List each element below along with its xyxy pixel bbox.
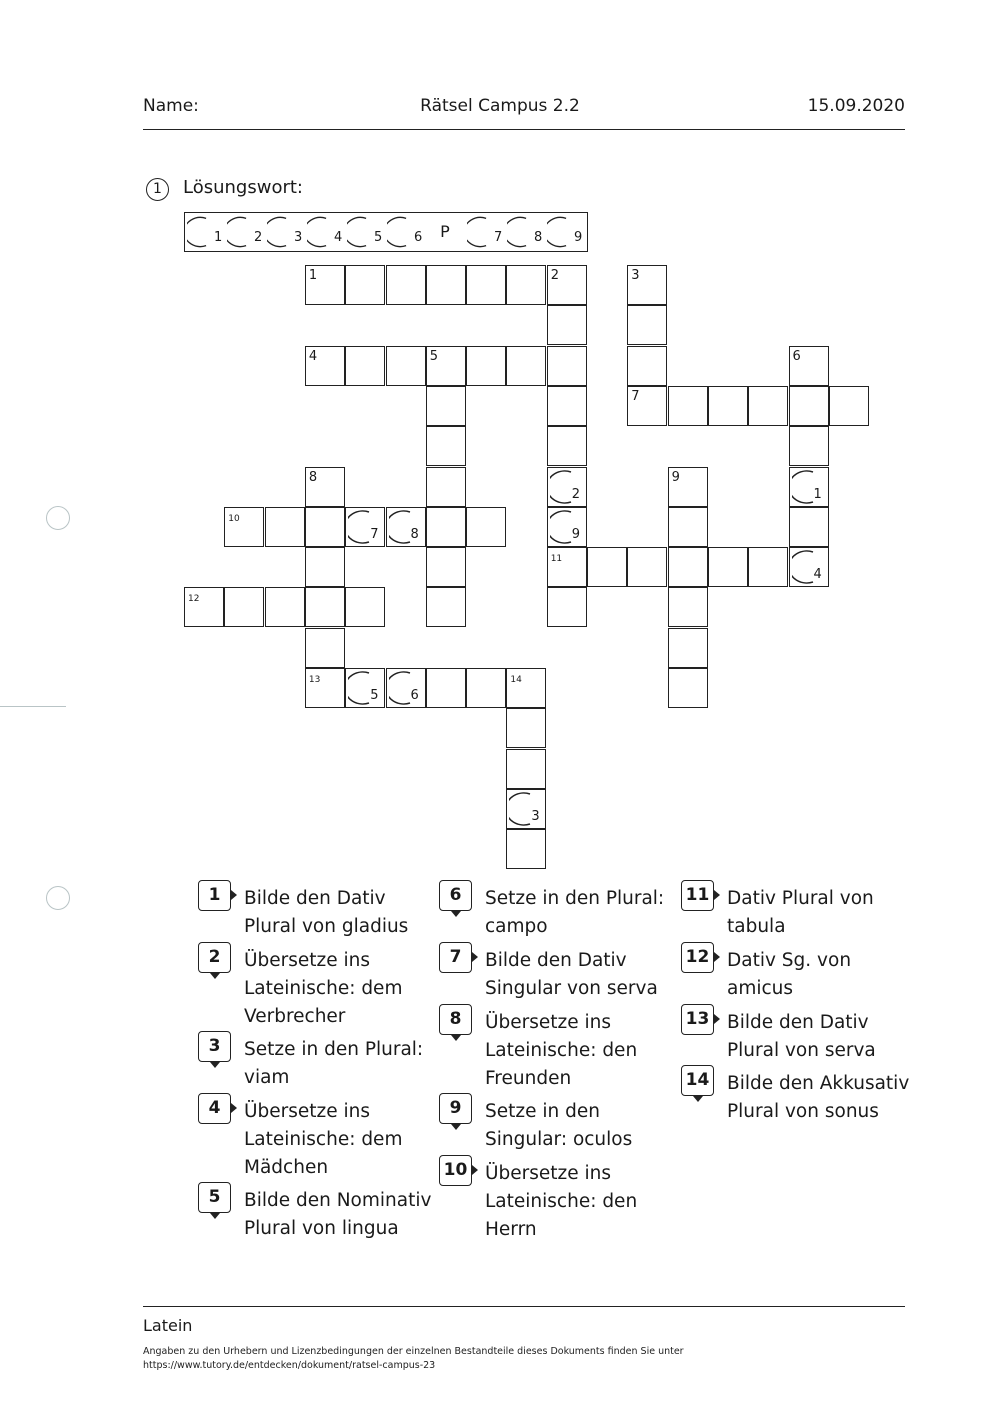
- clue-number-label: 3: [631, 268, 640, 283]
- solution-marker: [548, 508, 588, 548]
- crossword-cell[interactable]: [305, 587, 345, 627]
- crossword-cell[interactable]: [466, 668, 506, 708]
- clue-text: Bilde den Dativ Singular von serva: [485, 950, 658, 999]
- crossword-cell[interactable]: [627, 305, 667, 345]
- license-url[interactable]: https://www.tutory.de/entdecken/dokument/ratsel-campus-23: [143, 1360, 436, 1371]
- crossword-cell[interactable]: [305, 507, 345, 547]
- crossword-cell[interactable]: [789, 386, 829, 426]
- solution-marker: [507, 790, 547, 830]
- crossword-cell[interactable]: [668, 467, 708, 507]
- clue-number-label: 13: [308, 675, 321, 685]
- solution-slot-number: 3: [294, 230, 303, 245]
- solution-letter: P: [440, 222, 450, 241]
- crossword-cell[interactable]: [587, 547, 627, 587]
- solution-marker: [346, 508, 386, 548]
- clue-number-label: 7: [631, 388, 640, 404]
- crossword-cell[interactable]: [305, 265, 345, 305]
- crossword-cell[interactable]: [386, 507, 426, 547]
- clue-text: Setze in den Singular: oculos: [485, 1101, 633, 1150]
- crossword-cell[interactable]: [184, 587, 224, 627]
- crossword-cell[interactable]: [426, 587, 466, 627]
- clue-text: Setze in den Plural: campo: [485, 888, 665, 937]
- crossword-cell[interactable]: [426, 668, 466, 708]
- crossword-cell[interactable]: [426, 265, 466, 305]
- crossword-cell[interactable]: [426, 346, 466, 386]
- clue-text: Bilde den Dativ Plural von serva: [727, 1012, 876, 1061]
- crossword-cell[interactable]: [305, 628, 345, 668]
- solution-marker-number: 5: [370, 688, 379, 703]
- clue-text: Übersetze ins Lateinische: den Herrn: [485, 1163, 638, 1240]
- crossword-cell[interactable]: [627, 386, 667, 426]
- clue-number-label: 8: [308, 469, 318, 485]
- crossword-cell[interactable]: [386, 265, 426, 305]
- clue-number-label: 4: [308, 348, 318, 364]
- crossword-cell[interactable]: [506, 708, 546, 748]
- clue-number-down: 5: [198, 1182, 231, 1213]
- solution-marker: [346, 669, 386, 709]
- solution-slot-number: 6: [414, 230, 423, 245]
- crossword-cell[interactable]: [305, 346, 345, 386]
- clue-number-across: 4: [198, 1093, 231, 1124]
- crossword-cell[interactable]: [789, 467, 829, 507]
- crossword-cell[interactable]: [789, 426, 829, 466]
- crossword-cell[interactable]: [305, 467, 345, 507]
- clue-text: Übersetze ins Lateinische: den Freunden: [485, 1012, 638, 1089]
- task-number: 1: [146, 178, 169, 201]
- crossword-cell[interactable]: [426, 467, 466, 507]
- name-label: Name:: [143, 96, 199, 116]
- clue-number-label: 1: [308, 268, 318, 283]
- clue-number-across: 1: [198, 880, 231, 911]
- page-title: Rätsel Campus 2.2: [420, 96, 580, 116]
- clue-text: Dativ Plural von tabula: [727, 888, 874, 937]
- crossword-cell[interactable]: [668, 547, 708, 587]
- solution-marker-number: 8: [410, 526, 419, 542]
- solution-slot-number: 4: [334, 230, 343, 245]
- crossword-cell[interactable]: [547, 305, 587, 345]
- crossword-cell[interactable]: [668, 668, 708, 708]
- clue-number-down: 8: [439, 1004, 472, 1035]
- solution-marker: [387, 508, 427, 548]
- license-note: [143, 1345, 684, 1373]
- crossword-cell[interactable]: [547, 547, 587, 587]
- solution-marker-number: 7: [370, 526, 379, 542]
- crossword-cell[interactable]: [627, 547, 667, 587]
- crossword-cell[interactable]: [547, 386, 587, 426]
- crossword-cell[interactable]: [708, 547, 748, 587]
- footer-divider: [143, 1306, 905, 1307]
- clue-number-label: 11: [550, 554, 563, 565]
- crossword-cell[interactable]: [547, 426, 587, 466]
- crossword-cell[interactable]: [789, 547, 829, 587]
- crossword-cell[interactable]: [547, 587, 587, 627]
- clue-text: Setze in den Plural: viam: [244, 1039, 424, 1088]
- crossword-cell[interactable]: [224, 507, 264, 547]
- solution-slot-number: 5: [374, 230, 383, 245]
- crossword-cell[interactable]: [345, 346, 385, 386]
- crossword-cell[interactable]: [708, 386, 748, 426]
- solution-slot-number: 7: [494, 230, 503, 245]
- solution-marker: [790, 548, 830, 588]
- solution-slot-number: 1: [214, 230, 223, 245]
- crossword-cell[interactable]: [506, 789, 546, 829]
- crossword-cell[interactable]: [668, 587, 708, 627]
- crossword-cell[interactable]: [627, 265, 667, 305]
- subject-label: Latein: [143, 1316, 193, 1335]
- solution-marker-number: 1: [813, 486, 822, 502]
- crossword-cell[interactable]: [506, 829, 546, 869]
- clue-text: Bilde den Akkusativ Plural von sonus: [727, 1073, 910, 1122]
- crossword-cell[interactable]: [466, 346, 506, 386]
- crossword-cell[interactable]: [829, 386, 869, 426]
- clue-number-label: 14: [510, 675, 522, 685]
- crossword-cell[interactable]: [345, 587, 385, 627]
- crossword-cell[interactable]: [345, 668, 385, 708]
- solution-marker: [387, 669, 427, 709]
- crossword-cell[interactable]: [506, 346, 546, 386]
- crossword-cell[interactable]: [547, 507, 587, 547]
- clue-text: Dativ Sg. von amicus: [727, 950, 852, 999]
- clue-number-down: 6: [439, 880, 472, 911]
- crossword-cell[interactable]: [466, 265, 506, 305]
- crossword-cell[interactable]: [265, 507, 305, 547]
- solution-slot-number: 8: [534, 230, 543, 245]
- clue-text: Übersetze ins Lateinische: dem Verbrecher: [244, 950, 403, 1027]
- clue-number-label: 10: [228, 513, 240, 524]
- crossword-cell[interactable]: [466, 507, 506, 547]
- crossword-cell[interactable]: [386, 346, 426, 386]
- crossword-cell[interactable]: [386, 668, 426, 708]
- license-text: Angaben zu den Urhebern und Lizenzbedingungen der einzelnen Bestandteile dieses Dokuments finden Sie unter: [143, 1346, 684, 1357]
- clue-number-label: 5: [429, 348, 439, 364]
- crossword-cell[interactable]: [506, 668, 546, 708]
- crossword-cell[interactable]: [426, 507, 466, 547]
- clue-number-down: 14: [681, 1065, 714, 1096]
- crossword-cell[interactable]: [305, 668, 345, 708]
- solution-marker-number: 4: [813, 567, 822, 583]
- crossword-cell[interactable]: [627, 346, 667, 386]
- crossword-cell[interactable]: [789, 507, 829, 547]
- crossword-cell[interactable]: [426, 386, 466, 426]
- solution-marker-number: 2: [571, 486, 580, 502]
- clue-number-label: 9: [671, 469, 680, 485]
- clue-number-label: 12: [188, 594, 200, 605]
- clue-text: Bilde den Nominativ Plural von lingua: [244, 1190, 432, 1239]
- crossword-cell[interactable]: [345, 265, 385, 305]
- crossword-cell[interactable]: [668, 386, 708, 426]
- date: 15.09.2020: [807, 96, 905, 116]
- solution-marker-number: 6: [410, 688, 419, 703]
- solution-slot-number: 2: [254, 230, 263, 245]
- crossword-cell[interactable]: [668, 628, 708, 668]
- crossword-cell[interactable]: [506, 749, 546, 789]
- clue-number-down: 2: [198, 942, 231, 973]
- crossword-cell[interactable]: [345, 507, 385, 547]
- clue-text: Übersetze ins Lateinische: dem Mädchen: [244, 1101, 403, 1178]
- clue-number-down: 3: [198, 1031, 231, 1062]
- clue-number-across: 7: [439, 942, 472, 973]
- clue-number-label: 6: [792, 348, 801, 364]
- crossword-cell[interactable]: [789, 346, 829, 386]
- clue-number-across: 10: [439, 1155, 472, 1186]
- crossword-cell[interactable]: [265, 587, 305, 627]
- clue-number-down: 9: [439, 1093, 472, 1124]
- crossword-cell[interactable]: [748, 547, 788, 587]
- crossword-cell[interactable]: [547, 346, 587, 386]
- clue-number-across: 11: [681, 880, 714, 911]
- solution-slot-number: 9: [574, 230, 583, 245]
- crossword-cell[interactable]: [668, 507, 708, 547]
- crossword-cell[interactable]: [506, 265, 546, 305]
- crossword-cell[interactable]: [547, 265, 587, 305]
- crossword-cell[interactable]: [547, 467, 587, 507]
- crossword-cell[interactable]: [426, 547, 466, 587]
- crossword-cell[interactable]: [426, 426, 466, 466]
- clue-text: Bilde den Dativ Plural von gladius: [244, 888, 409, 937]
- clue-number-label: 2: [550, 268, 559, 283]
- solution-marker: [790, 468, 830, 508]
- solution-marker: [548, 468, 588, 508]
- clue-number-across: 13: [681, 1004, 714, 1035]
- task-label: Lösungswort:: [183, 177, 303, 198]
- clue-number-across: 12: [681, 942, 714, 973]
- solution-marker-number: 9: [571, 526, 580, 542]
- crossword-cell[interactable]: [305, 547, 345, 587]
- crossword-cell[interactable]: [748, 386, 788, 426]
- crossword-cell[interactable]: [224, 587, 264, 627]
- solution-marker-number: 3: [531, 808, 540, 824]
